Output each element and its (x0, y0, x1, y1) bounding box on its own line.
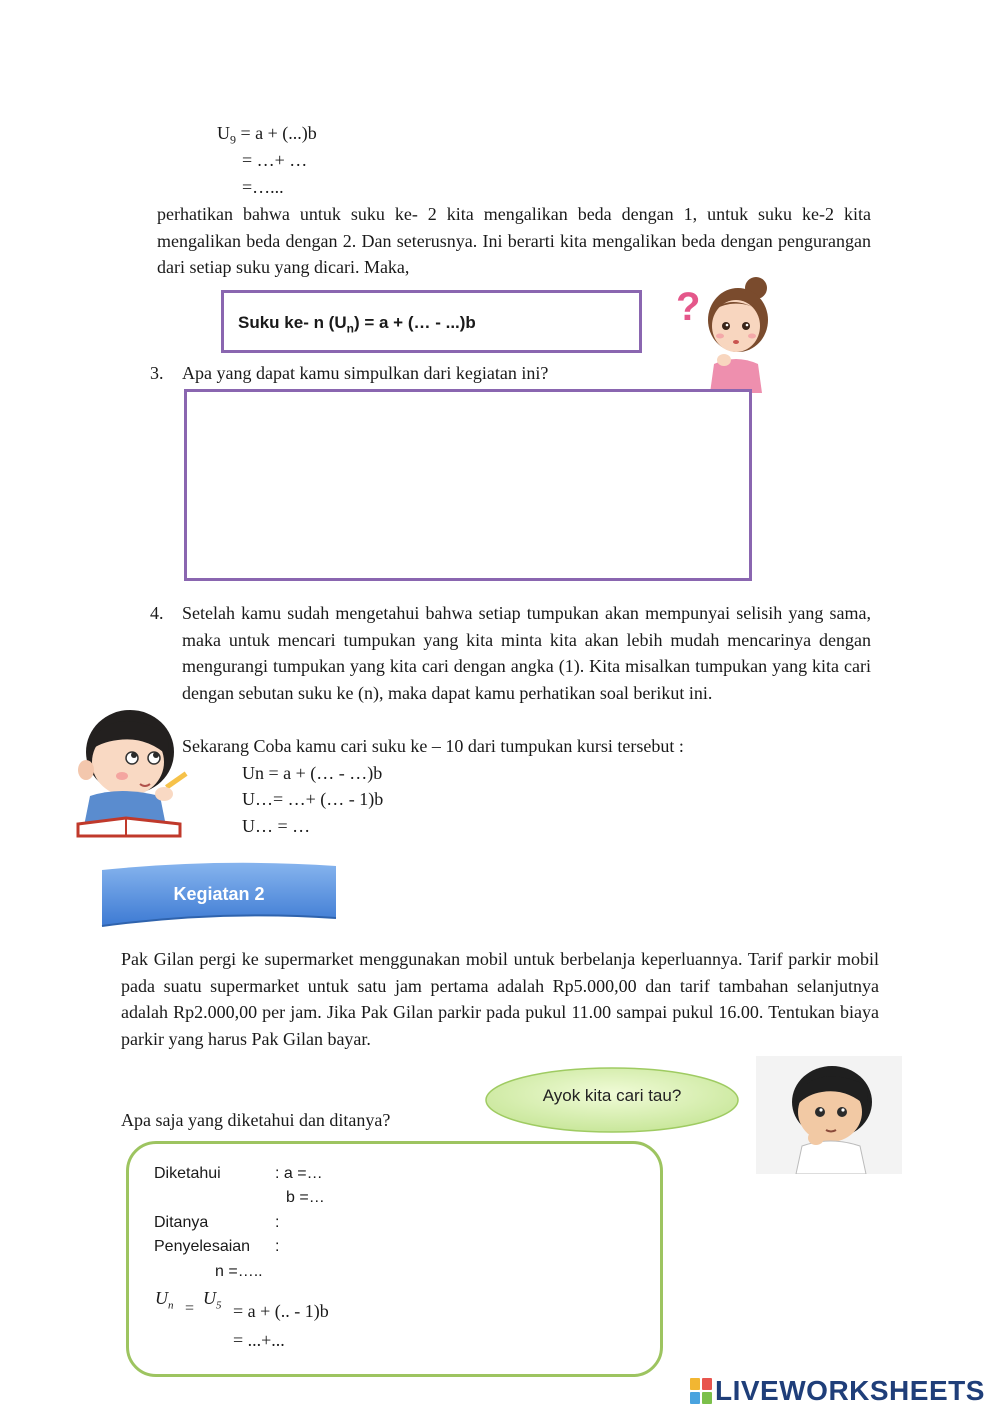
svg-text:?: ? (676, 285, 701, 329)
question4-number: 4. (150, 603, 164, 623)
u9-equation-line3: =…... (242, 177, 284, 197)
formula-line[interactable]: = a + (.. - 1)b (233, 1301, 329, 1321)
u9-equation-line1: $U_9 = a + (...)b$ (217, 123, 317, 147)
boy-book-icon (60, 700, 190, 842)
thinking-boy-illustration (756, 1056, 902, 1174)
liveworksheets-logo (690, 1376, 985, 1406)
known-label: Diketahui (154, 1165, 221, 1182)
formula-text: Suku ke- n $(U_n) = a$ + (… - ...)b (238, 313, 476, 336)
known-b[interactable]: b =… (286, 1189, 325, 1206)
solution-label: Penyelesaian (154, 1238, 251, 1255)
thinking-girl-illustration (670, 268, 775, 393)
boy-thinking-icon (756, 1056, 902, 1174)
known-a[interactable]: : a =… (275, 1165, 323, 1182)
asked-colon[interactable]: : (275, 1214, 280, 1231)
un-symbol: $U_n$ (155, 1288, 174, 1312)
solution-box[interactable] (126, 1141, 663, 1377)
u5-symbol: $U_5$ (203, 1288, 222, 1312)
question3-text: Apa yang dapat kamu simpulkan dari kegiatan ini? (182, 363, 549, 383)
question4-eq1: Un = a + (… - …)b (242, 763, 383, 783)
boy-studying-illustration (60, 700, 190, 842)
question4-instruction: Sekarang Coba kamu cari suku ke – 10 dari tumpukan kursi tersebut : (182, 736, 684, 756)
step-line[interactable]: = ...+... (233, 1330, 285, 1350)
explanation-paragraph: perhatikan bahwa untuk suku ke- 2 kita mengalikan beda dengan 1, untuk suku ke-2 kita mengalikan beda dengan 2. Dan seterusnya. Ini berarti kita mengalikan beda dengan pengurangan dari setiap suku yang dicari. Maka, (157, 204, 871, 277)
problem-paragraph: Pak Gilan pergi ke supermarket menggunakan mobil untuk berbelanja keperluannya. Tarif parkir mobil pada suatu supermarket untuk satu jam pertama adalah Rp5.000,00 dan tarif tambahan selanjutnya adalah Rp2.000,00 per jam. Jika Pak Gilan parkir pada pukul 11.00 sampai pukul 16.00. Tentukan biaya parkir yang harus Pak Gilan bayar. (121, 949, 879, 1049)
question3-number: 3. (150, 363, 164, 383)
liveworksheets-logo-text: LIVEWORKSHEETS (715, 1375, 985, 1406)
asked-label: Ditanya (154, 1214, 209, 1231)
question3-answer-text[interactable] (187, 392, 749, 412)
n-line[interactable]: n =….. (215, 1263, 263, 1280)
liveworksheets-logo-icon (690, 1378, 712, 1404)
formula-box (221, 290, 642, 353)
known-asked-question: Apa saja yang diketahui dan ditanya? (121, 1110, 391, 1130)
question4-paragraph: Setelah kamu sudah mengetahui bahwa setiap tumpukan akan mempunyai selisih yang sama, maka untuk mencari tumpukan yang kita minta kita akan lebih mudah mencarinya dengan mengurangi tumpukan yang kita cari dengan angka (1). Kita misalkan tumpukan yang kita cari dengan sebutan suku ke (n), maka dapat kamu perhatikan soal berikut ini. (182, 603, 871, 703)
solution-colon[interactable]: : (275, 1238, 280, 1255)
kegiatan-banner (100, 862, 338, 932)
equals-sign: = (185, 1300, 195, 1317)
girl-question-icon (670, 268, 775, 393)
question4-eq3: U… = … (242, 816, 311, 836)
question4-eq2: U…= …+ (… - 1)b (242, 789, 384, 809)
speech-bubble (484, 1066, 740, 1134)
speech-bubble-text: Ayok kita cari tau? (542, 1086, 682, 1105)
kegiatan-banner-label: Kegiatan 2 (173, 884, 265, 904)
u9-equation-line2: = …+ … (242, 150, 308, 170)
question3-answer-box[interactable] (184, 389, 752, 581)
